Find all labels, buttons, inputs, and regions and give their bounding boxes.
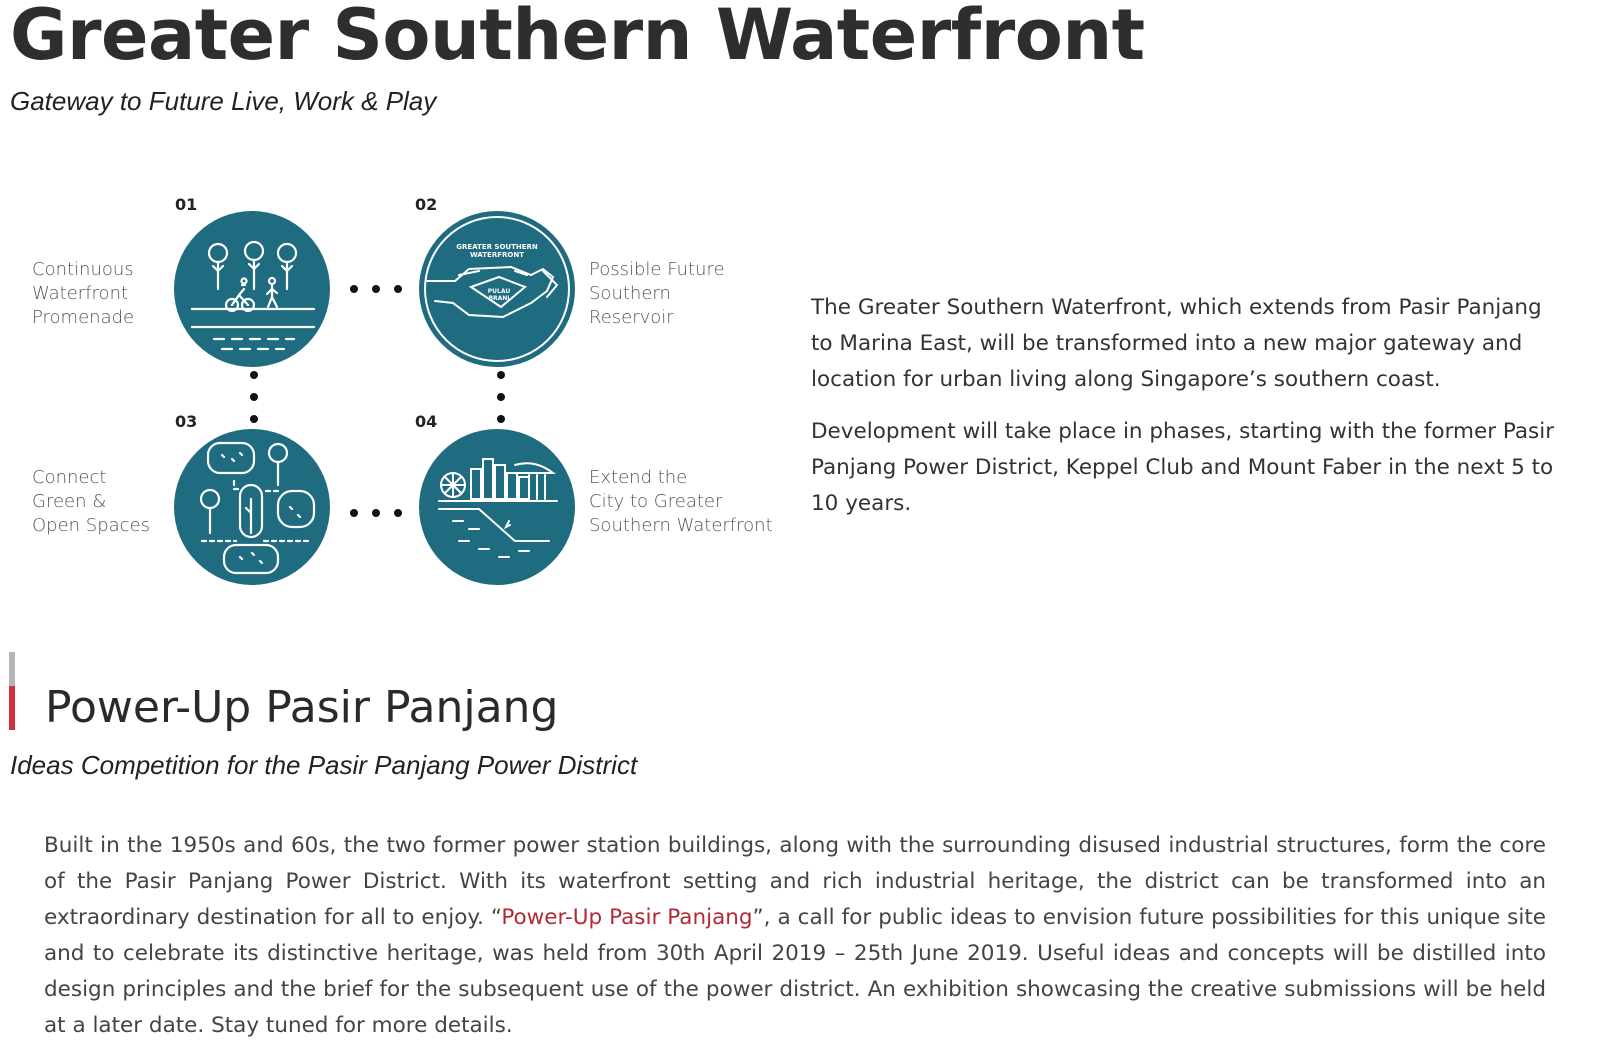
panel-number-01: 01	[175, 195, 198, 214]
intro-paragraph-1: The Greater Southern Waterfront, which extends from Pasir Panjang to Marina East, will be transformed into a new major gateway and location for urban living along Singapore’s southern coast.	[811, 295, 1542, 392]
connector-dot	[372, 509, 380, 517]
connector-dot	[350, 285, 358, 293]
panel-label-city-extension: Extend the City to Greater Southern Waterfront	[589, 467, 773, 536]
reservoir-map-icon	[419, 211, 575, 367]
power-up-pasir-panjang-link[interactable]: Power-Up Pasir Panjang	[501, 905, 753, 930]
green-spaces-icon	[174, 429, 330, 585]
body-text-part2: ”, a call for public ideas to envision future possibilities for this unique site and to celebrate its distinctive heritage, was held from 30th April 2019 – 25th June 2019. Useful ideas and concepts will be distilled into design principles and the brief for the subsequent use of the power district. An exhibition showcasing the creative submissions will be held at a later date. Stay tuned for more details.	[44, 905, 1547, 1038]
page-subtitle: Gateway to Future Live, Work & Play	[10, 86, 437, 116]
section-accent-bar-grey	[9, 652, 15, 686]
panel-label-reservoir: Possible Future Southern Reservoir	[589, 259, 725, 328]
section-body	[44, 828, 1546, 1044]
section-title: Power-Up Pasir Panjang	[45, 682, 559, 733]
connector-dot	[394, 509, 402, 517]
connector-dot	[250, 371, 258, 379]
connector-dot	[497, 393, 505, 401]
connector-dot	[350, 509, 358, 517]
panel-label-promenade: Continuous Waterfront Promenade	[32, 259, 135, 328]
section-subtitle: Ideas Competition for the Pasir Panjang Power District	[10, 750, 638, 780]
connector-dot	[497, 415, 505, 423]
panel-number-02: 02	[415, 195, 438, 214]
map-heading-line2: WATERFRONT	[470, 251, 524, 259]
connector-dot	[250, 393, 258, 401]
section-accent-bar-red	[9, 686, 15, 730]
connector-dot	[497, 371, 505, 379]
page-title: Greater Southern Waterfront	[10, 0, 1145, 76]
panel-number-03: 03	[175, 412, 198, 431]
map-island-line2: BRANI	[488, 295, 510, 302]
connector-dot	[394, 285, 402, 293]
intro-text	[811, 290, 1567, 538]
map-island-line1: PULAU	[487, 288, 511, 295]
connector-dot	[372, 285, 380, 293]
connector-dot	[250, 415, 258, 423]
panel-number-04: 04	[415, 412, 438, 431]
panel-label-green-spaces: Connect Green & Open Spaces	[32, 467, 151, 536]
waterfront-diagram	[0, 190, 800, 600]
map-heading-line1: GREATER SOUTHERN	[456, 243, 538, 251]
intro-paragraph-2: Development will take place in phases, starting with the former Pasir Panjang Power District, Keppel Club and Mount Faber in the next 5 to 10 years.	[811, 419, 1555, 516]
promenade-icon	[174, 211, 330, 367]
city-skyline-icon	[419, 429, 575, 585]
body-text-part1: Built in the 1950s and 60s, the two former power station buildings, along with the surrounding disused industrial structures, form the core of the Pasir Panjang Power District. With its waterfront setting and rich industrial heritage, the district can be transformed into an extraordinary destination for all to enjoy. “	[44, 833, 1546, 930]
